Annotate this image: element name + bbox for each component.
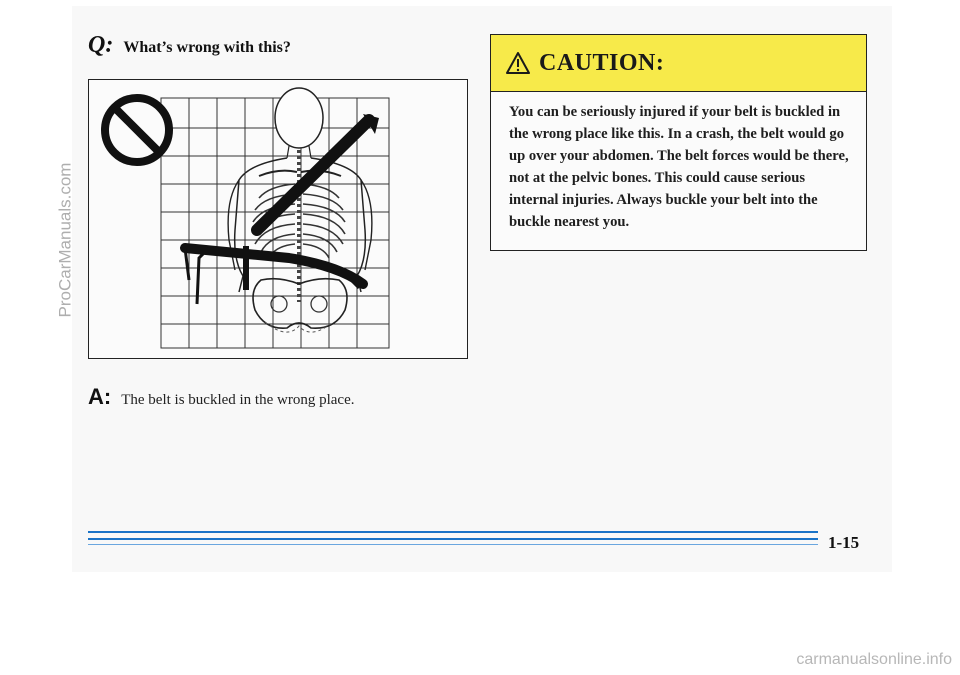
caution-body: You can be seriously injured if your belt is buckled in the wrong place like this. In a crash, the belt would go up over your abdomen. The belt forces would be there, not at the pelvic bones. This could cause serious internal injuries. Always buckle your belt into the buckle nearest you. [509, 104, 849, 230]
pelvis [253, 279, 347, 329]
footer-rule [88, 544, 818, 545]
warning-triangle-icon [505, 51, 531, 75]
caution-header [491, 35, 866, 92]
question-text: What’s wrong with this? [123, 39, 291, 56]
skeleton-illustration [89, 80, 467, 358]
answer-line [88, 384, 354, 410]
page-number: 1-15 [828, 533, 860, 552]
question-mark: Q: [88, 32, 114, 58]
prohibited-icon [105, 98, 169, 162]
footer-rule [88, 531, 818, 533]
footer-watermark: carmanualsonline.info [796, 651, 952, 668]
caution-box [490, 34, 867, 251]
side-watermark: ProCarManuals.com [55, 162, 75, 318]
answer-text: The belt is buckled in the wrong place. [121, 392, 355, 408]
answer-mark: A: [88, 384, 112, 409]
caution-title: CAUTION: [539, 49, 665, 76]
footer-rule [88, 538, 818, 540]
belt-illustration [88, 79, 468, 359]
question-line [88, 32, 291, 59]
